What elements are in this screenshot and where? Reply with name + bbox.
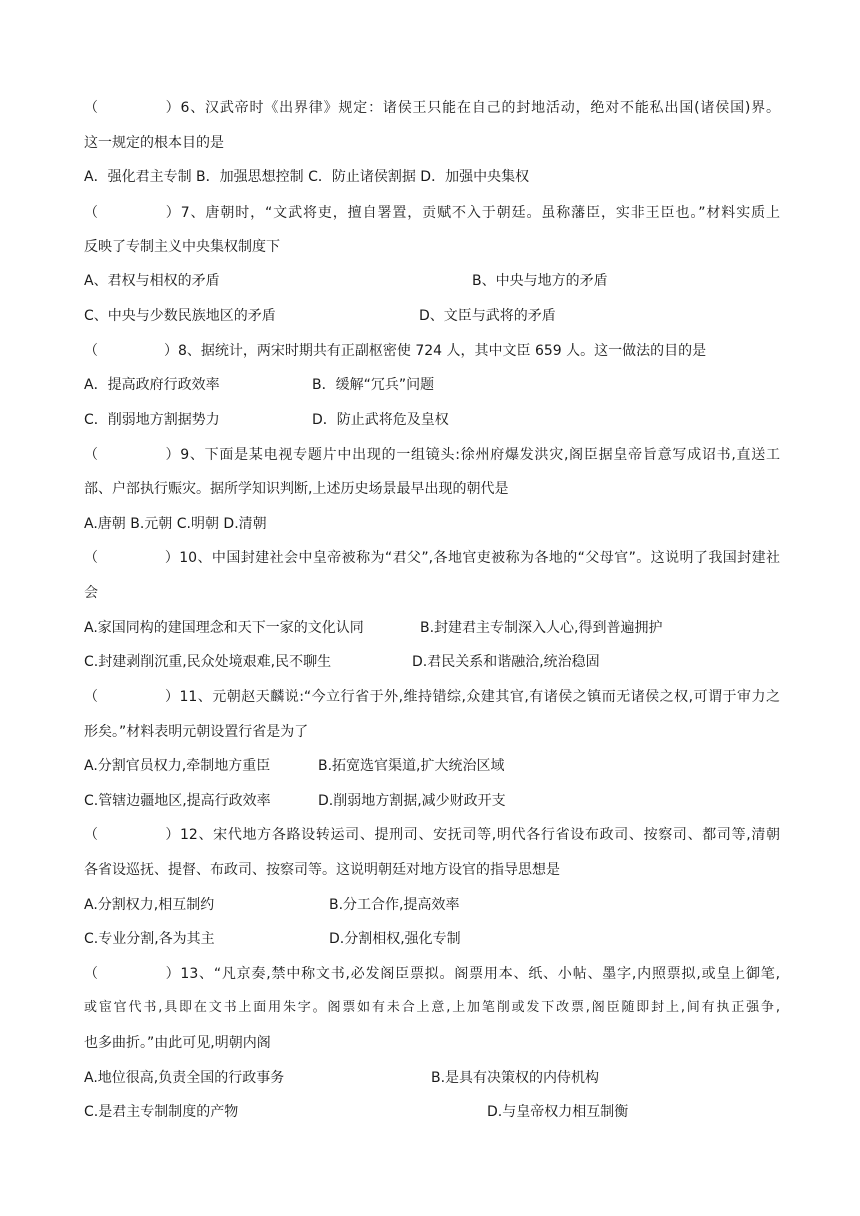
question-8-options-row-2 <box>84 409 780 431</box>
question-11-stem-line-1: （ ）11、元朝赵天麟说:“今立行省于外,维持错综,众建其官,有诸侯之镇而无诸侯之权,可谓于审力之 <box>84 689 780 705</box>
option-a: A.家国同构的建国理念和天下一家的文化认同 <box>84 620 364 636</box>
question-12-stem-line-2: 各省设巡抚、提督、布政司、按察司等。这说明朝廷对地方设官的指导思想是 <box>84 862 560 878</box>
option-c: C.是君主专制制度的产物 <box>84 1104 239 1120</box>
question-11-stem-line-2: 形矣。”材料表明元朝设置行省是为了 <box>84 724 309 740</box>
option-b: B.封建君主专制深入人心,得到普遍拥护 <box>420 620 663 636</box>
option-b: B.分工合作,提高效率 <box>329 897 460 913</box>
question-12-stem-line-1: （ ）12、宋代地方各路设转运司、提刑司、安抚司等,明代各行省设布政司、按察司、都司等,清朝 <box>84 827 780 843</box>
question-6-stem-line-1: （ ）6、汉武帝时《出界律》规定：诸侯王只能在自己的封地活动，绝对不能私出国(诸侯国)界。 <box>84 100 780 116</box>
option-d: D.与皇帝权力相互制衡 <box>487 1104 629 1120</box>
option-b: B、中央与地方的矛盾 <box>472 273 608 289</box>
option-a: A、君权与相权的矛盾 <box>84 273 220 289</box>
option-d: D.分割相权,强化专制 <box>329 931 461 947</box>
option-a: A.分割官员权力,牵制地方重臣 <box>84 758 271 774</box>
option-a: A.地位很高,负责全国的行政事务 <box>84 1070 285 1086</box>
question-8-stem-line-1: （ ）8、据统计，两宋时期共有正副枢密使 724 人，其中文臣 659 人。这一做法的目的是 <box>84 343 707 359</box>
option-c: C.专业分割,各为其主 <box>84 931 215 947</box>
question-9-stem-line-1: （ ）9、下面是某电视专题片中出现的一组镜头:徐州府爆发洪灾,阁臣据皇帝旨意写成诏书,直送工 <box>84 447 780 463</box>
question-11-options-row-2 <box>84 790 780 812</box>
option-b: B．缓解“冗兵”问题 <box>312 377 435 393</box>
option-c: C、中央与少数民族地区的矛盾 <box>84 308 276 324</box>
option-b: B.拓宽选官渠道,扩大统治区域 <box>318 758 505 774</box>
option-d: D、文臣与武将的矛盾 <box>419 308 556 324</box>
question-7-stem-line-1: （ ）7、唐朝时，“文武将吏，擅自署置，贡赋不入于朝廷。虽称藩臣，实非王臣也。”材料实质上 <box>84 205 780 221</box>
question-13-stem-line-1: （ ）13、“凡京奏,禁中称文书,必发阁臣票拟。阁票用本、纸、小帖、墨字,内照票拟,或皇上御笔, <box>84 966 780 982</box>
question-10-stem-line-2: 会 <box>84 585 98 601</box>
question-9-stem-line-2: 部、户部执行赈灾。据所学知识判断,上述历史场景最早出现的朝代是 <box>84 481 509 497</box>
option-d: D.君民关系和谐融洽,统治稳固 <box>412 654 600 670</box>
question-10-options-row-1 <box>84 617 780 639</box>
question-13-options-row-2 <box>84 1101 780 1123</box>
question-13-stem-line-2: 或宦官代书,具即在文书上面用朱字。阁票如有未合上意,上加笔削或发下改票,阁臣随即封上,间有执正强争, <box>84 1000 780 1015</box>
question-10-stem-line-1: （ ）10、中国封建社会中皇帝被称为“君父”,各地官吏被称为各地的“父母官”。这说明了我国封建社 <box>84 550 780 566</box>
option-d: D.削弱地方割据,减少财政开支 <box>318 793 506 809</box>
question-11-options-row-1 <box>84 755 780 777</box>
question-6-stem-line-2: 这一规定的根本目的是 <box>84 135 224 151</box>
option-d: D．防止武将危及皇权 <box>312 412 449 428</box>
question-12-options-row-1 <box>84 894 780 916</box>
option-a: A．提高政府行政效率 <box>84 377 220 393</box>
option-b: B.是具有决策权的内侍机构 <box>431 1070 600 1086</box>
option-c: C.封建剥削沉重,民众处境艰难,民不聊生 <box>84 654 332 670</box>
question-7-options-row-1 <box>84 270 780 292</box>
question-13-options-row-1 <box>84 1067 780 1089</box>
question-8-options-row-1 <box>84 374 780 396</box>
question-7-options-row-2 <box>84 305 780 327</box>
question-12-options-row-2 <box>84 928 780 950</box>
question-10-options-row-2 <box>84 651 780 673</box>
option-c: C.管辖边疆地区,提高行政效率 <box>84 793 271 809</box>
question-6-options: A．强化君主专制 B．加强思想控制 C．防止诸侯割据 D．加强中央集权 <box>84 169 530 185</box>
question-9-options: A.唐朝 B.元朝 C.明朝 D.清朝 <box>84 516 267 532</box>
question-13-stem-line-3: 也多曲折。”由此可见,明朝内阁 <box>84 1035 271 1051</box>
option-a: A.分割权力,相互制约 <box>84 897 215 913</box>
question-7-stem-line-2: 反映了专制主义中央集权制度下 <box>84 239 280 255</box>
option-c: C．削弱地方割据势力 <box>84 412 220 428</box>
